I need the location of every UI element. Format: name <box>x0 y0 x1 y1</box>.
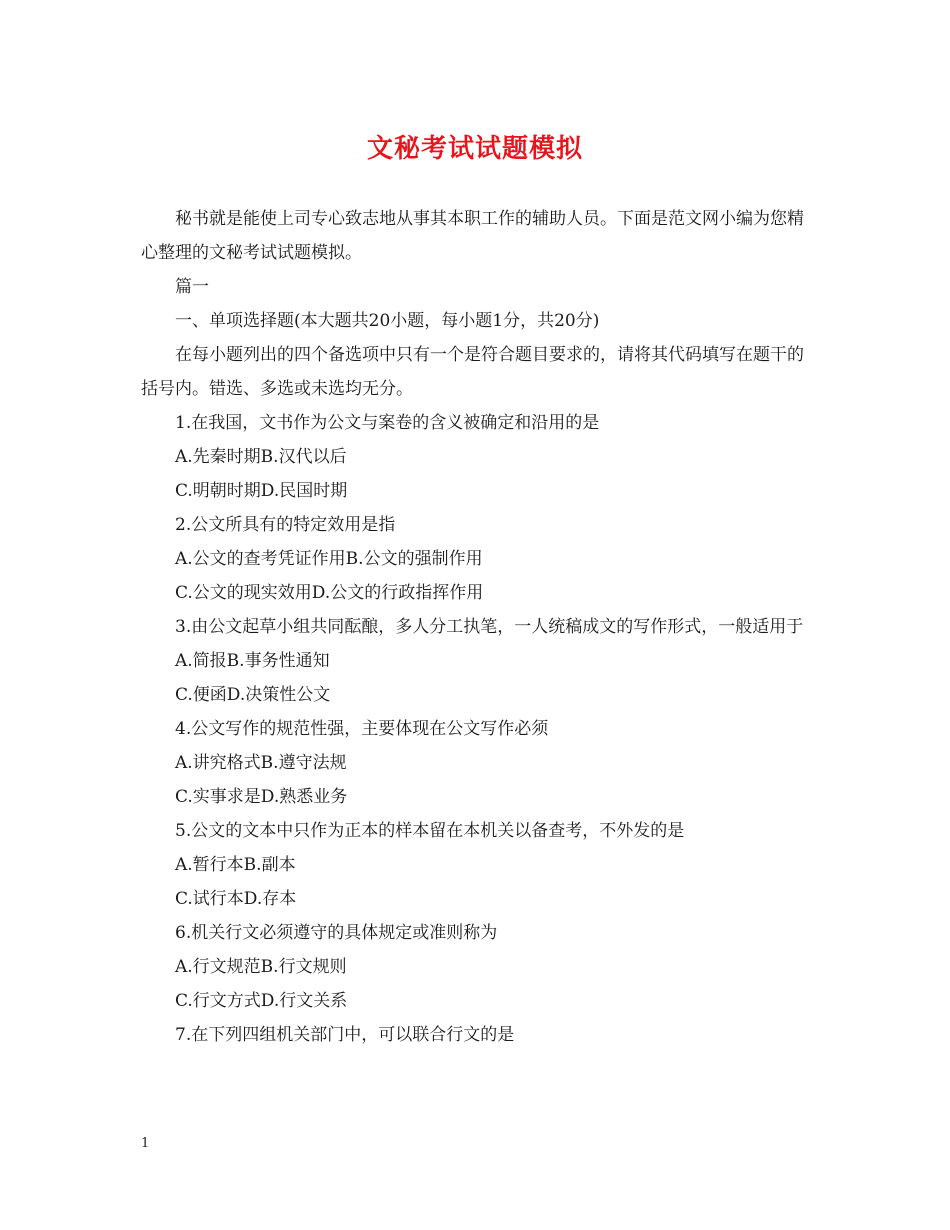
question-1-options-cd: C.明朝时期D.民国时期 <box>175 481 348 501</box>
question-7: 7.在下列四组机关部门中，可以联合行文的是 <box>175 1025 515 1045</box>
section-heading: 一、单项选择题(本大题共20小题，每小题1分，共20分) <box>175 311 600 331</box>
question-4: 4.公文写作的规范性强，主要体现在公文写作必须 <box>175 719 549 739</box>
instructions-paragraph: 在每小题列出的四个备选项中只有一个是符合题目要求的，请将其代码填写在题干的括号内。错选、多选或未选均无分。 <box>141 345 804 399</box>
question-4-options-cd: C.实事求是D.熟悉业务 <box>175 787 348 807</box>
question-5-options-ab: A.暂行本B.副本 <box>175 855 296 875</box>
question-6: 6.机关行文必须遵守的具体规定或准则称为 <box>175 923 498 943</box>
question-6-options-ab: A.行文规范B.行文规则 <box>175 957 347 977</box>
question-6-options-cd: C.行文方式D.行文关系 <box>175 991 348 1011</box>
question-1: 1.在我国，文书作为公文与案卷的含义被确定和沿用的是 <box>175 413 600 433</box>
page-title: 文秘考试试题模拟 <box>366 134 583 164</box>
question-2: 2.公文所具有的特定效用是指 <box>175 515 396 535</box>
page-number: 1 <box>141 1136 150 1151</box>
section-label: 篇一 <box>175 277 209 297</box>
question-3-options-cd: C.便函D.决策性公文 <box>175 685 331 705</box>
question-5: 5.公文的文本中只作为正本的样本留在本机关以备查考，不外发的是 <box>175 821 685 841</box>
question-2-options-ab: A.公文的查考凭证作用B.公文的强制作用 <box>175 549 483 569</box>
question-1-options-ab: A.先秦时期B.汉代以后 <box>175 447 347 467</box>
question-4-options-ab: A.讲究格式B.遵守法规 <box>175 753 347 773</box>
document-body <box>141 202 813 1052</box>
intro-paragraph: 秘书就是能使上司专心致志地从事其本职工作的辅助人员。下面是范文网小编为您精心整理的文秘考试试题模拟。 <box>141 209 804 263</box>
question-2-options-cd: C.公文的现实效用D.公文的行政指挥作用 <box>175 583 484 603</box>
question-3: 3.由公文起草小组共同酝酿，多人分工执笔，一人统稿成文的写作形式，一般适用于 <box>175 617 804 637</box>
question-5-options-cd: C.试行本D.存本 <box>175 889 297 909</box>
question-3-options-ab: A.简报B.事务性通知 <box>175 651 330 671</box>
